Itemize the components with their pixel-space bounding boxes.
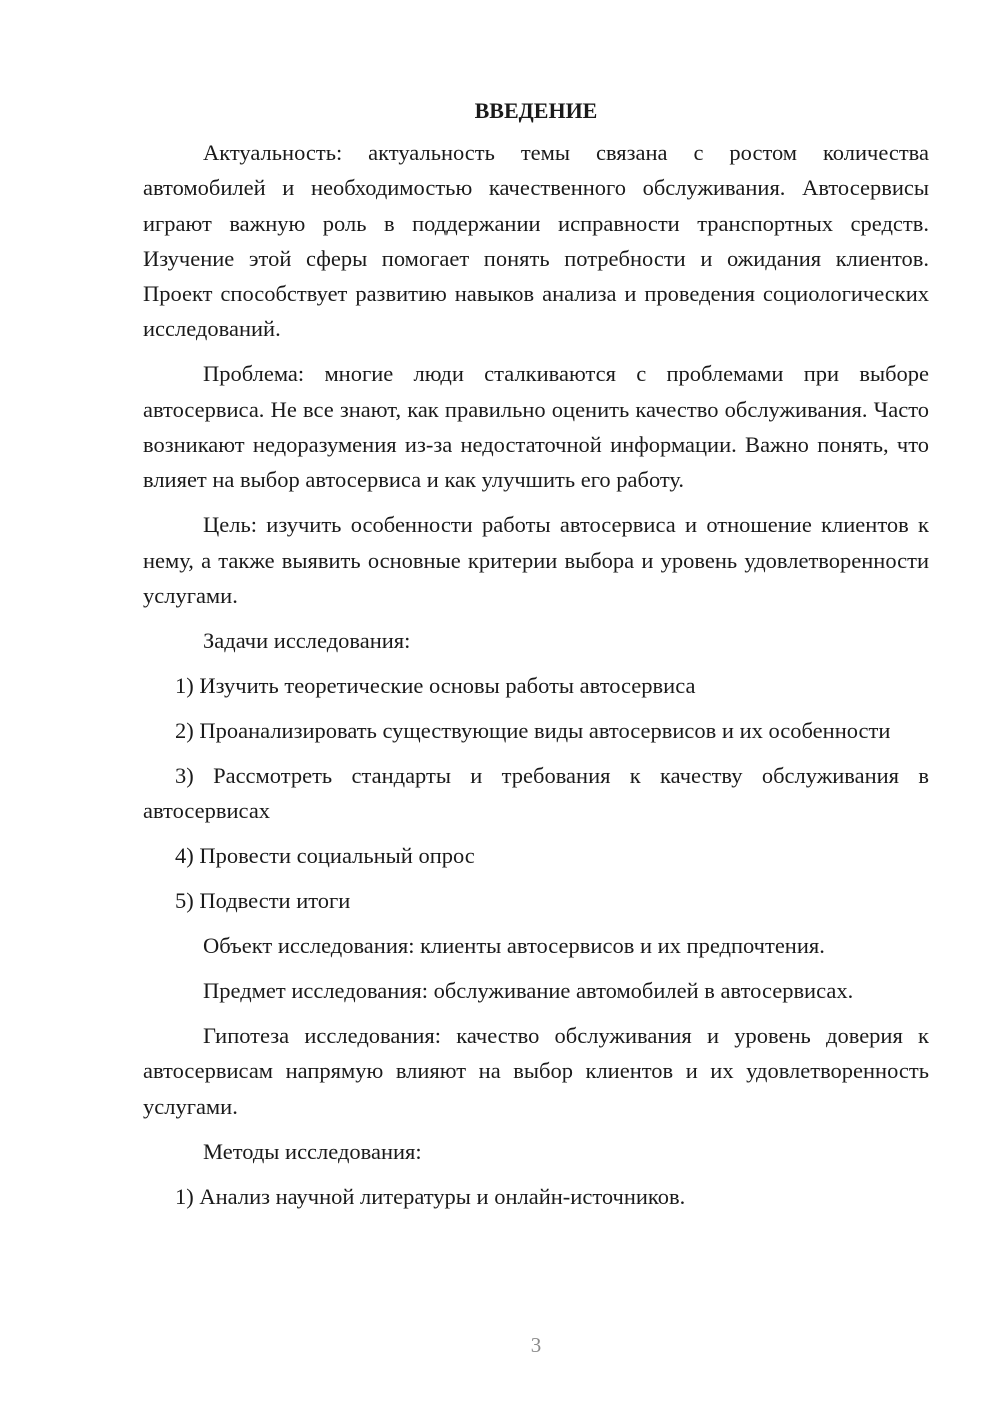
object-paragraph: Объект исследования: клиенты автосервисов и их предпочтения. (203, 933, 825, 959)
goal-paragraph: Цель: изучить особенности работы автосервиса и отношение клиентов к нему, а также выявить основные критерии выбора и уровень удовлетворенности услугами. (143, 512, 929, 608)
page-number: 3 (530, 1333, 542, 1357)
task-item: 5) Подвести итоги (175, 888, 351, 914)
tasks-title: Задачи исследования: (203, 627, 411, 653)
method-item: 1) Анализ научной литературы и онлайн-источников. (175, 1183, 686, 1209)
document-body (143, 96, 929, 1224)
task-item: 1) Изучить теоретические основы работы автосервиса (175, 672, 696, 698)
subject-paragraph: Предмет исследования: обслуживание автомобилей в автосервисах. (203, 978, 854, 1004)
section-heading: ВВЕДЕНИЕ (474, 98, 598, 123)
task-item: 4) Провести социальный опрос (175, 843, 475, 869)
methods-title: Методы исследования: (203, 1138, 422, 1164)
hypothesis-paragraph: Гипотеза исследования: качество обслуживания и уровень доверия к автосервисам напрямую влияют на выбор клиентов и их удовлетворенность услугами. (143, 1023, 929, 1119)
task-item: 3) Рассмотреть стандарты и требования к качеству обслуживания в автосервисах (143, 762, 929, 824)
problem-paragraph: Проблема: многие люди сталкиваются с проблемами при выборе автосервиса. Не все знают, как правильно оценить качество обслуживания. Часто возникают недоразумения из-за недостаточной информации. Важно понять, что влияет на выбор автосервиса и как улучшить его работу. (143, 361, 929, 493)
relevance-paragraph: Актуальность: актуальность темы связана с ростом количества автомобилей и необходимостью качественного обслуживания. Автосервисы играют важную роль в поддержании исправности транспортных средств. Изучение этой сферы помогает понять потребности и ожидания клиентов. Проект способствует развитию навыков анализа и проведения социологических исследований. (143, 140, 929, 342)
task-item: 2) Проанализировать существующие виды автосервисов и их особенности (175, 717, 891, 743)
